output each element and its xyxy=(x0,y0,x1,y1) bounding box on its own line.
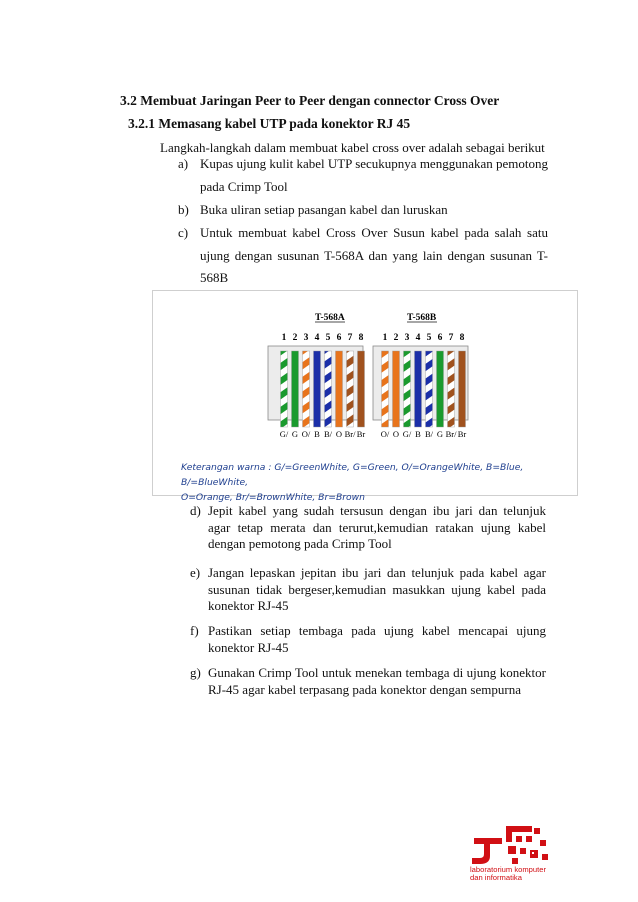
wire-bluewhite xyxy=(426,351,433,427)
pin-number: 3 xyxy=(404,333,410,343)
wire-code-label: Br xyxy=(457,429,467,439)
wire-brownwhite xyxy=(347,351,354,427)
wire-blue xyxy=(415,351,422,427)
pin-number: 3 xyxy=(303,333,309,343)
wire-brownwhite xyxy=(448,351,455,427)
logo-line-2: dan informatika xyxy=(470,873,522,882)
step-marker: f) xyxy=(190,623,199,638)
pin-number: 4 xyxy=(415,333,421,343)
wire-orangewhite xyxy=(382,351,389,427)
wire-code-label: G xyxy=(291,429,299,439)
pin-number: 1 xyxy=(382,333,388,343)
wire-orangewhite xyxy=(303,351,310,427)
wire-code-label: O xyxy=(335,429,343,439)
pin-number: 8 xyxy=(459,333,465,343)
pin-number: 7 xyxy=(347,333,353,343)
pin-number: 7 xyxy=(448,333,454,343)
step-text: Gunakan Crimp Tool untuk menekan tembaga di ujung konektor RJ-45 agar kabel terpasang pada konektor dengan sempurna xyxy=(208,665,546,697)
pin-number: 6 xyxy=(336,333,342,343)
step-text: Untuk membuat kabel Cross Over Susun kabel pada salah satu ujung dengan susunan T-568A dan yang lain dengan susunan T-568B xyxy=(200,225,548,285)
section-heading-3-2: 3.2 Membuat Jaringan Peer to Peer dengan connector Cross Over xyxy=(120,93,500,108)
wire-greenwhite xyxy=(404,351,411,427)
pin-number: 1 xyxy=(281,333,287,343)
wire-code-label: Br/ xyxy=(445,429,457,439)
wire-code-label: O xyxy=(392,429,400,439)
step-f xyxy=(190,623,546,656)
intro-paragraph: Langkah-langkah dalam membuat kabel cross over adalah sebagai berikut xyxy=(160,140,545,155)
wire-code-label: B/ xyxy=(323,429,333,439)
pin-number: 2 xyxy=(393,333,399,343)
step-text: Jangan lepaskan jepitan ibu jari dan telunjuk pada kabel agar susunan tidak bergeser,kemudian masukkan ujung kabel pada konektor RJ-45 xyxy=(208,565,546,613)
step-b xyxy=(178,199,548,222)
step-text: Jepit kabel yang sudah tersusun dengan ibu jari dan telunjuk agar tetap merata dan terurut,kemudian ratakan ujung kabel dengan pemotong pada Crimp Tool xyxy=(208,503,546,551)
wire-code-label: B xyxy=(415,429,421,439)
t568a-title: T-568A xyxy=(315,313,345,323)
wire-orange xyxy=(336,351,343,427)
legend-line-2: O=Orange, Br/=BrownWhite, Br=Brown xyxy=(181,492,366,503)
pin-number: 8 xyxy=(358,333,364,343)
step-text: Pastikan setiap tembaga pada ujung kabel mencapai ujung konektor RJ-45 xyxy=(208,623,546,655)
step-marker: a) xyxy=(178,156,189,171)
pin-number: 6 xyxy=(437,333,443,343)
wire-code-label: B/ xyxy=(424,429,434,439)
t568b-title: T-568B xyxy=(407,313,437,323)
subsection-heading-3-2-1: 3.2.1 Memasang kabel UTP pada konektor RJ 45 xyxy=(128,116,411,131)
wire-green xyxy=(437,351,444,427)
wire-bluewhite xyxy=(325,351,332,427)
step-marker: c) xyxy=(178,225,189,240)
color-legend xyxy=(181,460,571,505)
wire-code-label: O/ xyxy=(301,429,311,439)
wire-greenwhite xyxy=(281,351,288,427)
step-marker: e) xyxy=(190,565,201,580)
lab-logo-mark xyxy=(468,820,552,866)
wiring-figure xyxy=(152,290,578,503)
step-c xyxy=(178,222,548,290)
wire-code-label: G/ xyxy=(279,429,289,439)
step-text: Buka uliran setiap pasangan kabel dan luruskan xyxy=(200,202,448,217)
wire-green xyxy=(292,351,299,427)
legend-line-1: Keterangan warna : G/=GreenWhite, G=Green, O/=OrangeWhite, B=Blue, B/=BlueWhite, xyxy=(181,462,524,488)
wiring-diagram xyxy=(153,291,577,461)
t568b-pin-numbers xyxy=(383,333,465,343)
t568b-codes xyxy=(381,429,467,439)
step-marker: g) xyxy=(190,665,201,680)
step-marker: b) xyxy=(178,202,189,217)
wire-code-label: B xyxy=(314,429,320,439)
wire-code-label: Br xyxy=(356,429,366,439)
t568a-pin-numbers xyxy=(282,333,364,343)
t568a-codes xyxy=(280,429,366,439)
wire-code-label: G xyxy=(436,429,444,439)
step-e xyxy=(190,565,546,615)
wire-code-label: G/ xyxy=(402,429,412,439)
pin-number: 5 xyxy=(325,333,331,343)
wire-brown xyxy=(459,351,466,427)
step-text: Kupas ujung kulit kabel UTP secukupnya menggunakan pemotong pada Crimp Tool xyxy=(200,156,548,194)
wire-code-label: O/ xyxy=(380,429,390,439)
wire-orange xyxy=(393,351,400,427)
pin-number: 4 xyxy=(314,333,320,343)
step-g xyxy=(190,665,546,698)
pin-number: 5 xyxy=(426,333,432,343)
step-marker: d) xyxy=(190,503,201,518)
wire-blue xyxy=(314,351,321,427)
wire-code-label: Br/ xyxy=(344,429,356,439)
wire-brown xyxy=(358,351,365,427)
lab-logo-text xyxy=(470,866,546,882)
pin-number: 2 xyxy=(292,333,298,343)
logo-line-1: laboratorium komputer xyxy=(470,865,546,874)
step-a xyxy=(178,153,548,198)
step-d xyxy=(190,503,546,553)
